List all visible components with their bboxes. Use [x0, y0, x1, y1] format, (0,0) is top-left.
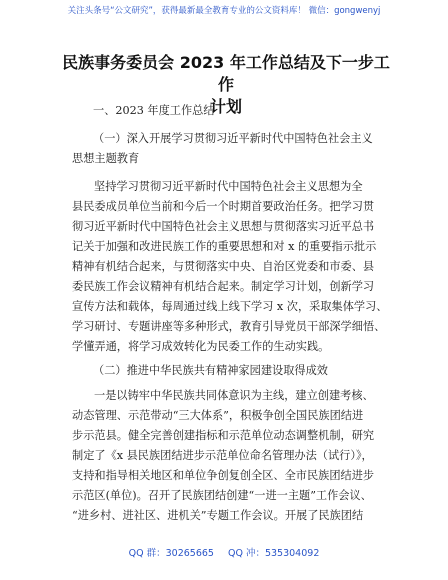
subsection-heading-1: （一）深入开展学习贯彻习近平新时代中国特色社会主义: [93, 132, 373, 145]
paragraph-line: 制定了《x 县民族团结进步示范单位命名管理办法（试行）》，: [72, 449, 373, 462]
paragraph-line: “进乡村、进社区、进机关”专题工作会议。开展了民族团结: [72, 509, 364, 522]
title-line-1: 民族事务委员会 2023 年工作总结及下一步工作: [62, 53, 390, 94]
paragraph-line: 坚持学习贯彻习近平新时代中国特色社会主义思想为全: [94, 180, 363, 193]
paragraph-line: 学懂弄通，将学习成效转化为民委工作的生动实践。: [72, 340, 330, 353]
section-heading-1: 一、2023 年度工作总结: [93, 104, 215, 117]
paragraph-line: 县民委成员单位当前和今后一个时期首要政治任务。把学习贯: [72, 200, 375, 213]
paragraph-line: 精神有机结合起来，与贯彻落实中央、自治区党委和市委、县: [72, 260, 375, 273]
footer-qq: QQ 冲：535304092: [227, 548, 320, 559]
paragraph-line: 支持和指导相关地区和单位争创复创全区、全市民族团结进步: [72, 469, 375, 482]
subsection-heading-1-cont: 思想主题教育: [72, 152, 140, 165]
paragraph-line: 步示范县。健全完善创建指标和示范单位动态调整机制，研究: [72, 429, 375, 442]
paragraph-line: 彻习近平新时代中国特色社会主义思想与贯彻落实习近平总书: [72, 220, 375, 233]
paragraph-line: 示范区(单位)。召开了民族团结创建“一进一主题”工作会议、: [72, 489, 372, 502]
subsection-heading-2: （二）推进中华民族共有精神家园建设取得成效: [93, 364, 328, 377]
paragraph-line: 学习研讨、专题讲座等多种形式，教育引导党员干部深学细悟、: [72, 320, 386, 333]
paragraph-line: 记关于加强和改进民族工作的重要思想和对 x 的重要指示批示: [72, 240, 377, 253]
footer-contact: [0, 545, 448, 559]
title-line-2: 计划: [209, 97, 242, 116]
footer-qq-group: QQ 群：30265665: [128, 548, 214, 559]
paragraph-line: 委民族工作会议精神有机结合起来。制定学习计划，创新学习: [72, 280, 375, 293]
header-banner: 关注头条号“公文研究”，获得最新最全教育专业的公文资料库！ 微信：gongwenyj: [67, 6, 381, 16]
paragraph-line: 动态管理、示范带动“三大体系”，积极争创全国民族团结进: [72, 409, 364, 422]
paragraph-line: 宣传方法和载体，每周通过线上线下学习 x 次，采取集体学习、: [72, 300, 388, 313]
paragraph-line: 一是以铸牢中华民族共同体意识为主线，建立创建考核、: [94, 389, 374, 402]
